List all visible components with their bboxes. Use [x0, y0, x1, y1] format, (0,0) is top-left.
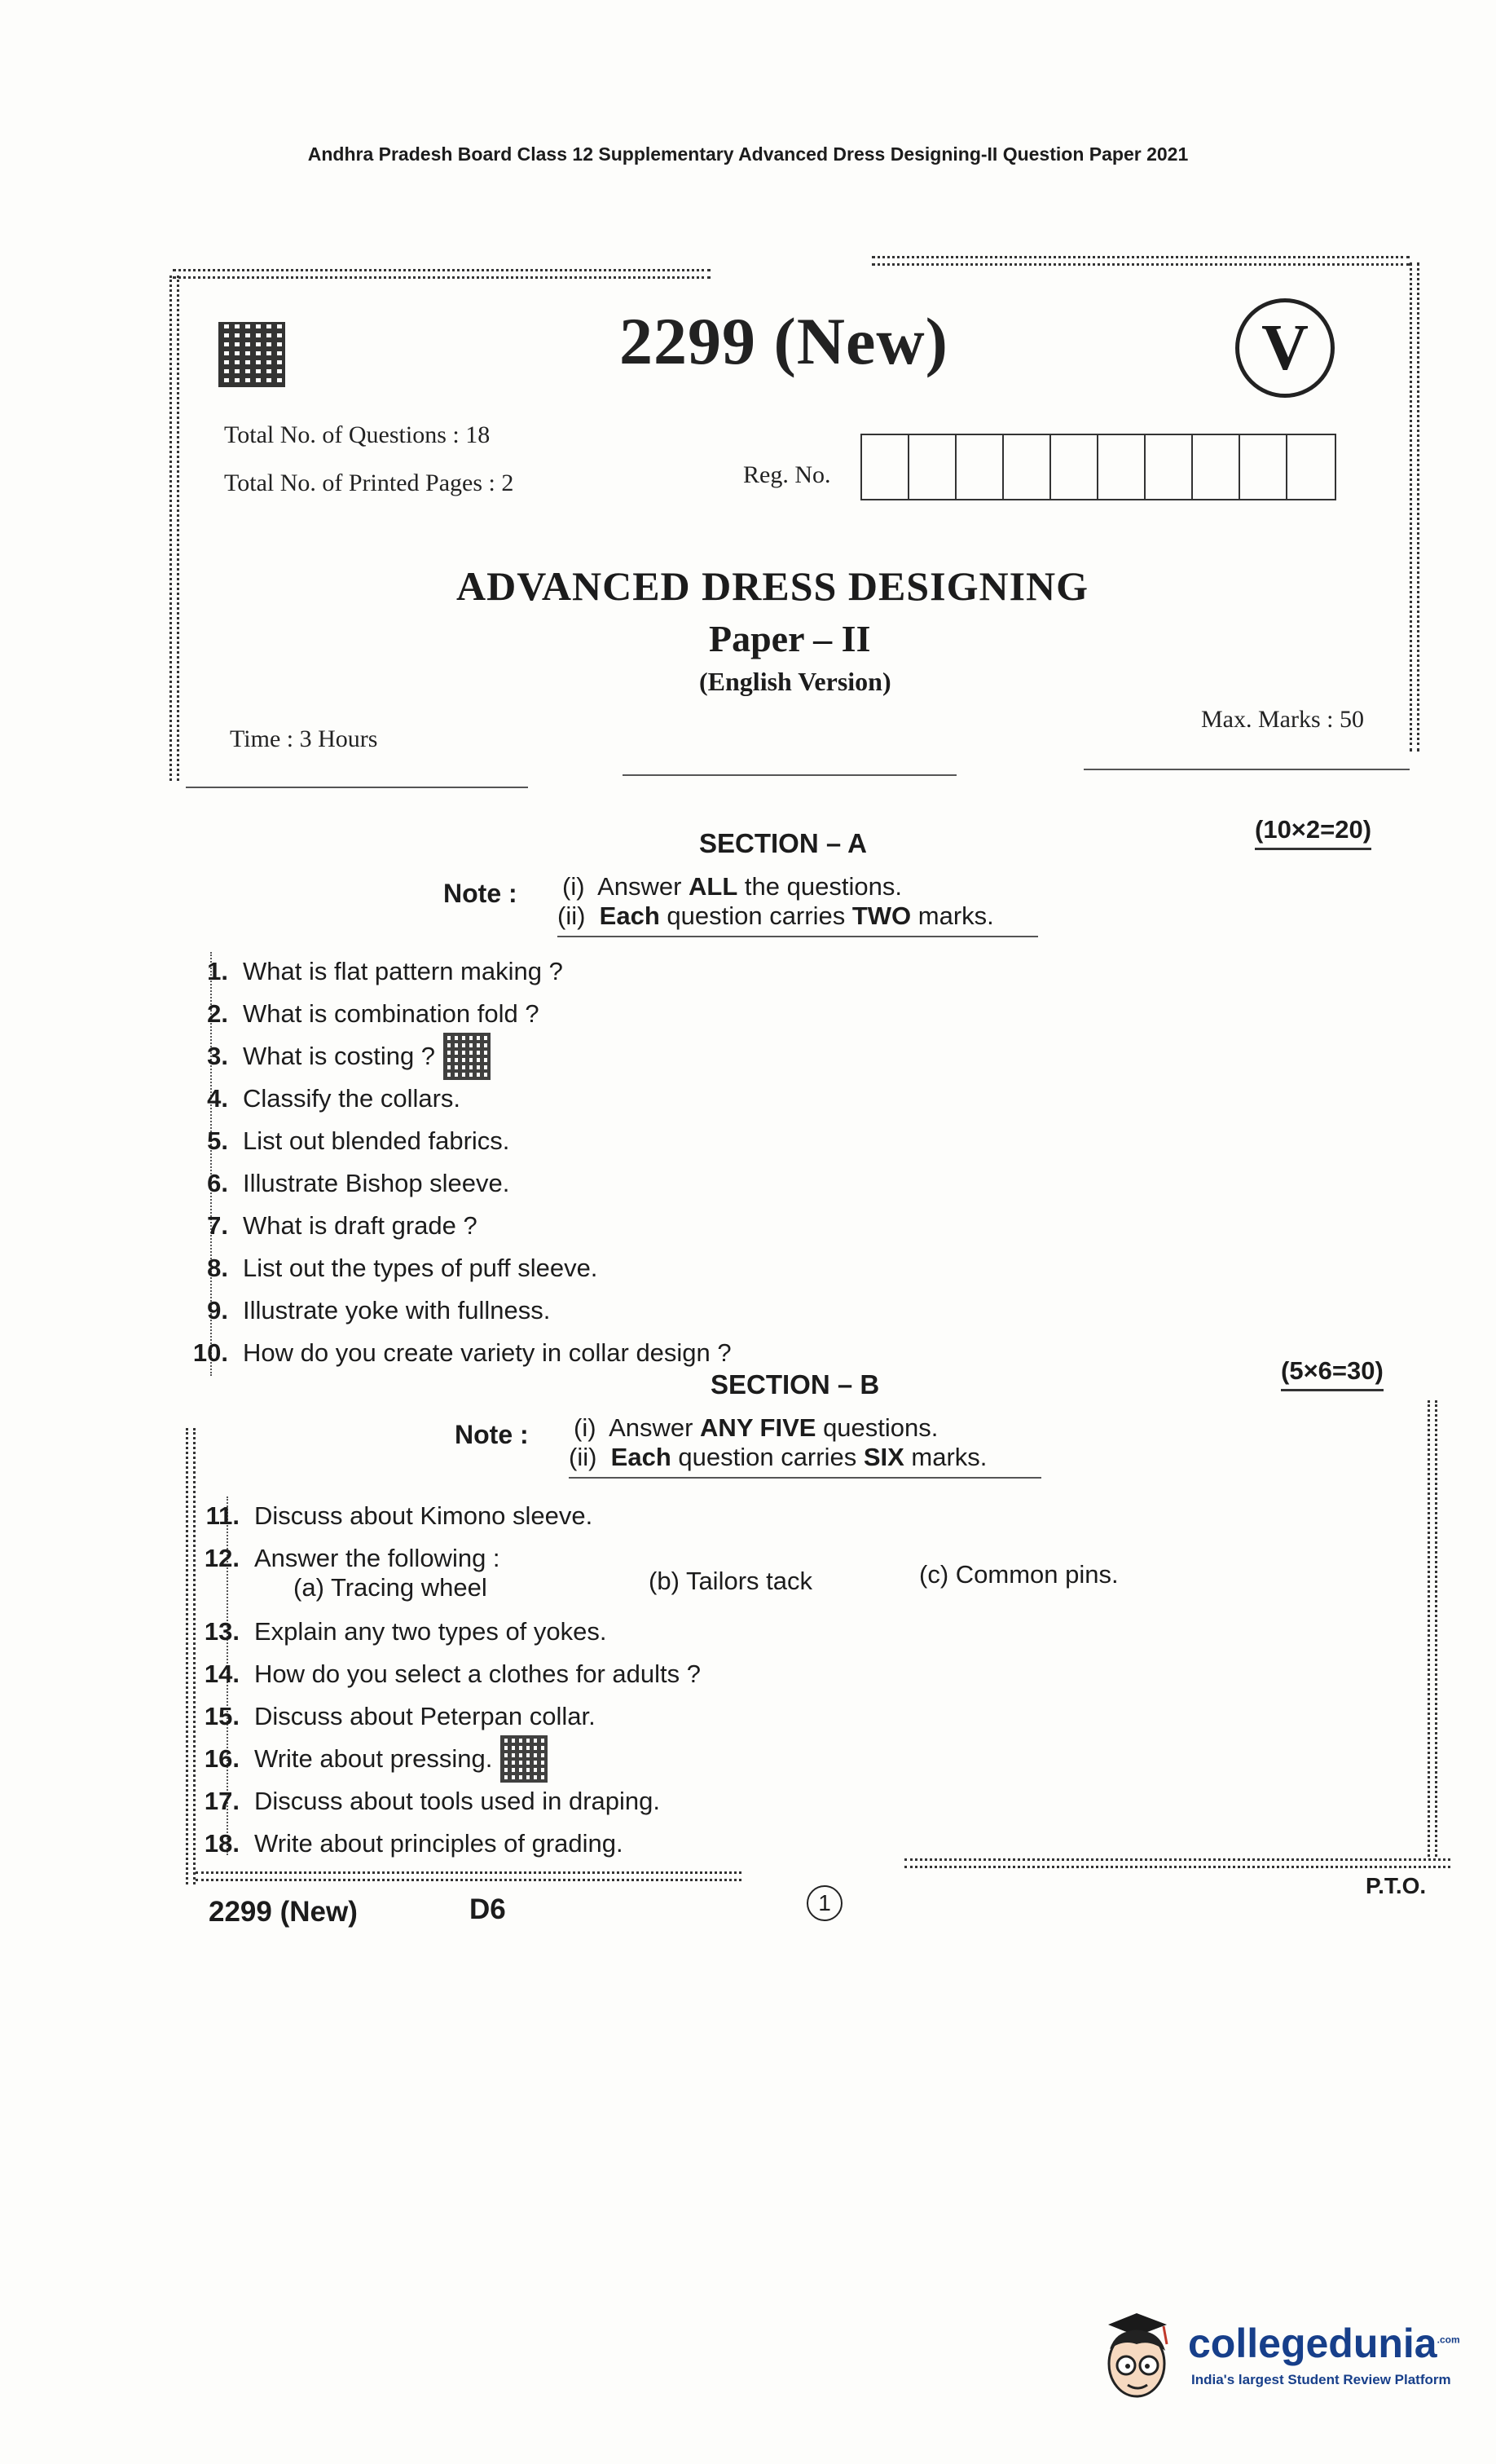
- header-border-right: [1410, 262, 1419, 752]
- note-bold: ALL: [689, 872, 738, 901]
- section-a-note-underline: [557, 936, 1038, 937]
- question-item: [178, 1162, 732, 1205]
- question-text: What is combination fold ?: [243, 999, 539, 1028]
- reg-box[interactable]: [1193, 435, 1240, 499]
- note-num: (i): [562, 872, 585, 901]
- question-item: [178, 1035, 732, 1078]
- section-a-note-1: [562, 872, 902, 901]
- page-number: 1: [807, 1885, 843, 1921]
- question-text: Explain any two types of yokes.: [254, 1617, 607, 1646]
- question-number: 3.: [207, 1042, 228, 1070]
- question-item: [178, 1120, 732, 1162]
- question-number: 12.: [204, 1544, 240, 1572]
- section-b-marks: (5×6=30): [1281, 1356, 1384, 1391]
- question-item: [178, 1205, 732, 1247]
- question-number: 15.: [204, 1702, 240, 1730]
- section-b-border-bottom-right: [904, 1858, 1450, 1868]
- question-number: 4.: [207, 1084, 228, 1113]
- section-a-note-label: Note :: [443, 879, 517, 908]
- brand-domain: .com: [1437, 2334, 1460, 2346]
- question-item: [178, 950, 732, 993]
- question-item: [178, 1289, 732, 1332]
- section-b-title: SECTION – B: [711, 1369, 880, 1399]
- language-version: (English Version): [699, 667, 891, 696]
- reg-no-label: Reg. No.: [743, 461, 831, 488]
- question-item: [178, 993, 732, 1035]
- question-text: Discuss about Kimono sleeve.: [254, 1501, 593, 1530]
- mascot-icon: [1092, 2307, 1181, 2404]
- note-text: Answer: [597, 872, 689, 901]
- question-item: [189, 1695, 701, 1738]
- section-b-note-underline: [569, 1477, 1041, 1479]
- reg-box[interactable]: [1240, 435, 1287, 499]
- question-number: 8.: [207, 1254, 228, 1282]
- question-text: What is flat pattern making ?: [243, 957, 563, 985]
- qr-code-icon: [500, 1735, 548, 1783]
- question-text: Illustrate yoke with fullness.: [243, 1296, 551, 1325]
- section-a-title: SECTION – A: [699, 828, 867, 858]
- question-number: 2.: [207, 999, 228, 1028]
- section-a-marks: (10×2=20): [1255, 815, 1371, 850]
- question-text: How do you select a clothes for adults ?: [254, 1660, 701, 1688]
- q12-option-a: (a) Tracing wheel: [293, 1573, 487, 1602]
- question-text: List out blended fabrics.: [243, 1126, 510, 1155]
- header-border-left: [169, 275, 179, 781]
- question-item: [189, 1611, 701, 1653]
- brand-name-text: collegedunia: [1188, 2321, 1437, 2366]
- section-b-note-1: [574, 1413, 938, 1443]
- document-banner: Andhra Pradesh Board Class 12 Supplementary Advanced Dress Designing-II Question Paper 2021: [307, 143, 1189, 165]
- question-text: Classify the collars.: [243, 1084, 461, 1113]
- footer-paper-code: 2299 (New): [209, 1896, 358, 1928]
- question-text: Write about principles of grading.: [254, 1829, 623, 1858]
- note-bold: TWO: [851, 901, 912, 930]
- question-number: 10.: [192, 1338, 228, 1367]
- header-border-top-left: [173, 269, 711, 279]
- note-bold: Each: [599, 901, 660, 930]
- question-item: [189, 1653, 701, 1695]
- note-text: the questions.: [737, 872, 902, 901]
- brand-tagline: India's largest Student Review Platform: [1191, 2372, 1451, 2387]
- note-bold: SIX: [863, 1443, 904, 1471]
- note-num: (i): [574, 1413, 596, 1442]
- note-text: questions.: [816, 1413, 939, 1442]
- question-number: 14.: [204, 1660, 240, 1688]
- question-text: Discuss about Peterpan collar.: [254, 1702, 596, 1730]
- question-number: 18.: [204, 1829, 240, 1858]
- question-item: [178, 1247, 732, 1289]
- total-pages: Total No. of Printed Pages : 2: [224, 469, 514, 496]
- brand-logo[interactable]: [1092, 2299, 1460, 2413]
- note-text: marks.: [904, 1443, 988, 1471]
- footer-series: D6: [469, 1893, 506, 1925]
- question-item: [189, 1738, 701, 1780]
- reg-box[interactable]: [1146, 435, 1193, 499]
- q12-option-b: (b) Tailors tack: [649, 1567, 812, 1595]
- section-b-border-right: [1428, 1400, 1437, 1857]
- total-questions: Total No. of Questions : 18: [224, 421, 491, 448]
- note-text: question carries: [671, 1443, 864, 1471]
- paper-number: Paper – II: [709, 618, 871, 659]
- reg-box[interactable]: [1004, 435, 1051, 499]
- reg-box[interactable]: [909, 435, 957, 499]
- section-b-note-label: Note :: [455, 1420, 529, 1449]
- question-item: [189, 1823, 701, 1865]
- question-number: 9.: [207, 1296, 228, 1325]
- section-a-note-2: [557, 901, 994, 931]
- question-text: How do you create variety in collar design ?: [243, 1338, 732, 1367]
- paper-code: 2299 (New): [619, 304, 948, 378]
- question-text: Discuss about tools used in draping.: [254, 1787, 661, 1815]
- reg-box[interactable]: [1051, 435, 1098, 499]
- question-number: 17.: [204, 1787, 240, 1815]
- brand-name: [1188, 2320, 1460, 2367]
- section-b-border-bottom-left: [196, 1871, 741, 1881]
- question-text: Illustrate Bishop sleeve.: [243, 1169, 510, 1197]
- question-text: What is costing ?: [243, 1042, 436, 1070]
- question-number: 11.: [205, 1501, 240, 1530]
- reg-no-boxes[interactable]: [860, 434, 1336, 500]
- barcode-image: [218, 322, 285, 387]
- question-item: [178, 1078, 732, 1120]
- question-item: [189, 1780, 701, 1823]
- question-item: [178, 1332, 732, 1374]
- question-number: 13.: [204, 1617, 240, 1646]
- question-text: List out the types of puff sleeve.: [243, 1254, 598, 1282]
- reg-box[interactable]: [1287, 435, 1335, 499]
- subject-title: ADVANCED DRESS DESIGNING: [456, 563, 1089, 609]
- max-marks: Max. Marks : 50: [1201, 706, 1364, 733]
- pto-label: P.T.O.: [1366, 1873, 1427, 1898]
- note-text: marks.: [911, 901, 994, 930]
- reg-box[interactable]: [862, 435, 909, 499]
- note-bold: ANY FIVE: [700, 1413, 816, 1442]
- reg-box[interactable]: [1098, 435, 1146, 499]
- section-b-note-2: [569, 1443, 987, 1472]
- header-bottom-line-2: [623, 774, 957, 776]
- question-text: Write about pressing.: [254, 1744, 493, 1773]
- header-border-top-right: [872, 256, 1410, 266]
- note-num: (ii): [557, 901, 586, 930]
- question-number: 6.: [207, 1169, 228, 1197]
- note-text: question carries: [659, 901, 852, 930]
- reg-box[interactable]: [957, 435, 1004, 499]
- header-bottom-line-1: [186, 787, 528, 788]
- question-text: What is draft grade ?: [243, 1211, 477, 1240]
- question-number: 16.: [204, 1744, 240, 1773]
- question-number: 1.: [207, 957, 228, 985]
- question-number: 5.: [207, 1126, 228, 1155]
- set-badge: V: [1235, 298, 1335, 398]
- time-allowed: Time : 3 Hours: [230, 725, 378, 752]
- question-number: 7.: [207, 1211, 228, 1240]
- q12-option-c: (c) Common pins.: [919, 1560, 1119, 1589]
- question-text: Answer the following :: [254, 1544, 500, 1572]
- note-bold: Each: [610, 1443, 671, 1471]
- qr-code-icon: [443, 1033, 491, 1080]
- note-text: Answer: [609, 1413, 701, 1442]
- section-a-questions: [178, 950, 732, 1374]
- question-item: [189, 1495, 701, 1537]
- note-num: (ii): [569, 1443, 597, 1471]
- header-bottom-line-3: [1084, 769, 1410, 770]
- section-b-questions: [189, 1495, 701, 1865]
